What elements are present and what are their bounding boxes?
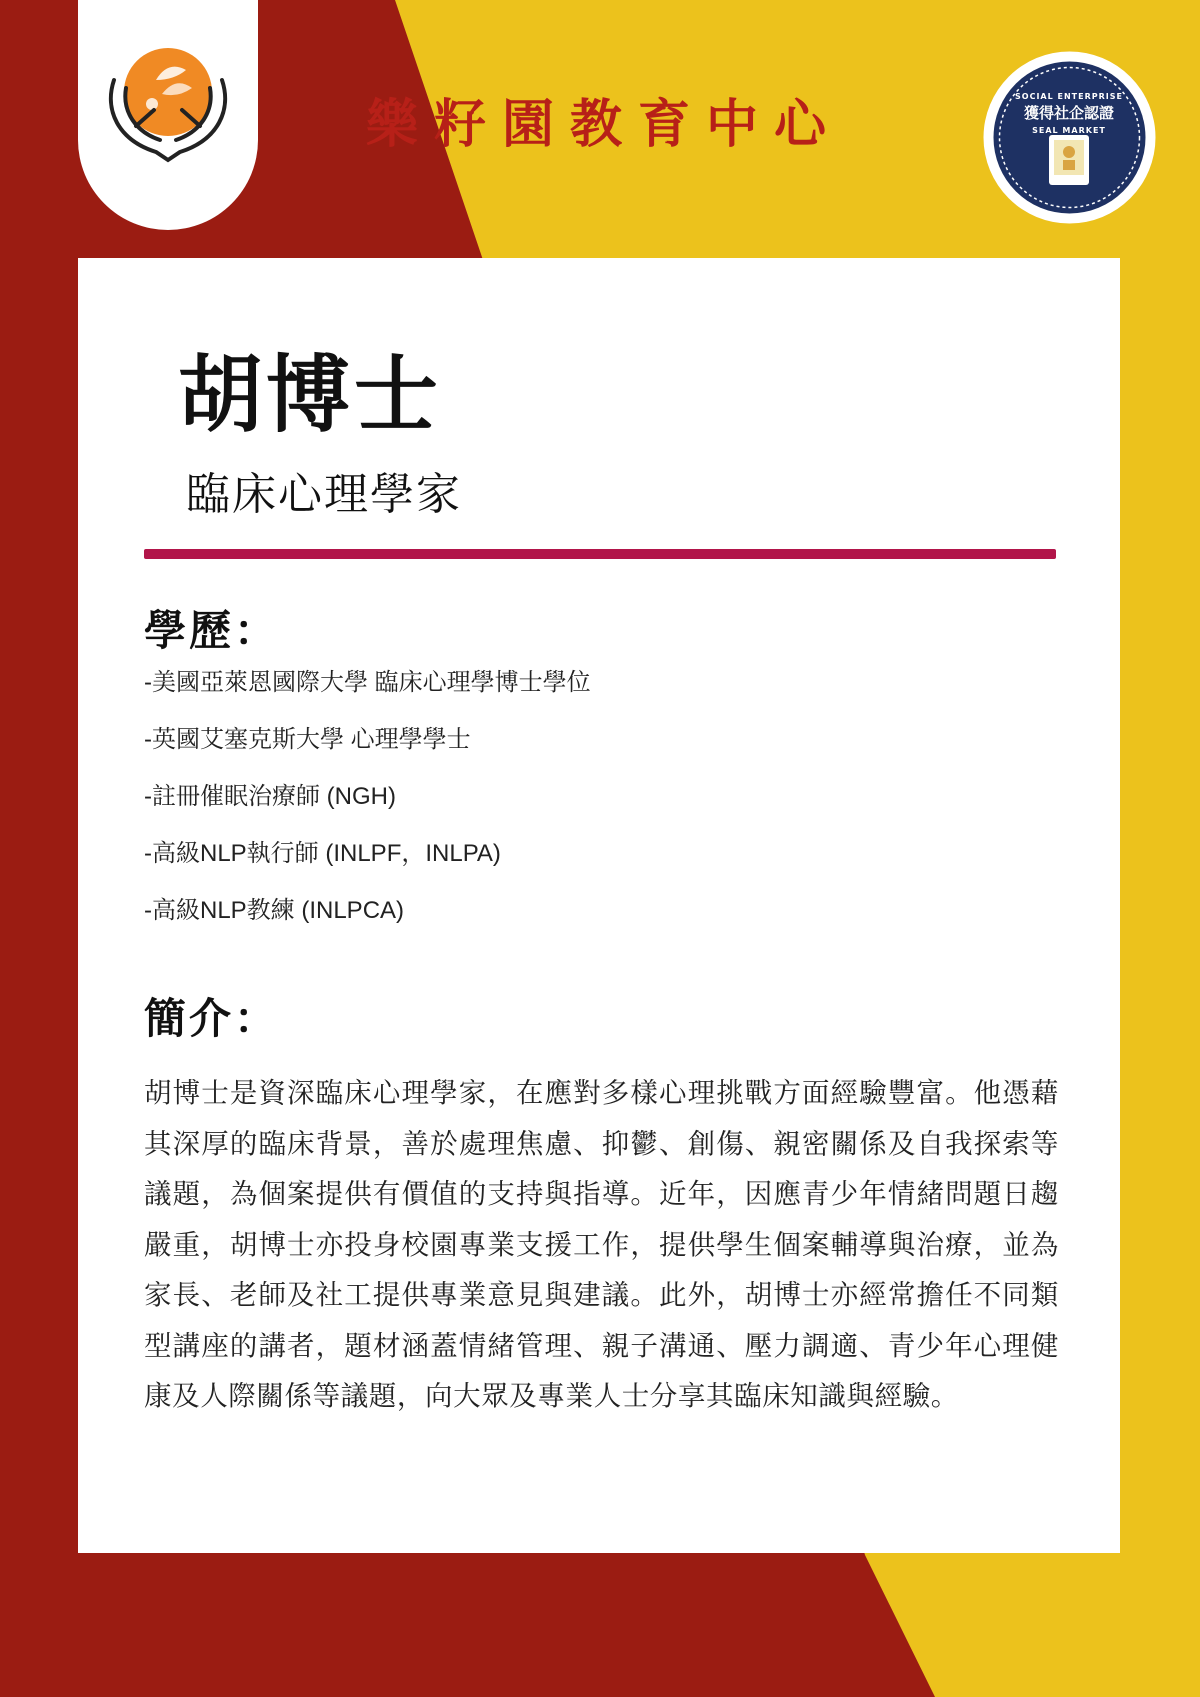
intro-text: 胡博士是資深臨床心理學家，在應對多樣心理挑戰方面經驗豐富。他憑藉其深厚的臨床背景，善於處理焦慮、抑鬱、創傷、親密關係及自我探索等議題，為個案提供有價值的支持與指導。近年，因應青少年情緒問題日趨嚴重，胡博士亦投身校園專業支援工作，提供學生個案輔導與治療，並為家長、老師及社工提供專業意見與建議。此外，胡博士亦經常擔任不同類型講座的講者，題材涵蓋情緒管理、親子溝通、壓力調適、青少年心理健康及人際關係等議題，向大眾及專業人士分享其臨床知識與經驗。 <box>144 1077 1059 1412</box>
list-item: -註冊催眠治療師 (NGH) <box>144 783 396 810</box>
education-list <box>144 666 591 951</box>
profile-name: 胡博士 <box>178 346 443 444</box>
education-heading: 學歷： <box>144 606 280 655</box>
list-item: -高級NLP教練 (INLPCA) <box>144 897 405 924</box>
intro-heading: 簡介： <box>144 994 280 1043</box>
center-logo <box>78 0 258 230</box>
profile-card <box>78 258 1120 1553</box>
badge-title: 獲得社企認證 <box>1023 104 1114 122</box>
list-item: -英國艾塞克斯大學 心理學學士 <box>144 726 471 753</box>
profile-title: 臨床心理學家 <box>186 469 462 520</box>
hands-holding-plant-icon <box>96 40 240 170</box>
section-divider <box>144 549 1056 559</box>
badge-small-text: SOCIAL ENTERPRISE <box>1015 92 1123 101</box>
list-item: -高級NLP執行師 (INLPF，INLPA) <box>144 840 501 867</box>
badge-label <box>1004 88 1134 139</box>
badge-subtitle: SEAL MARKET <box>1032 126 1106 135</box>
brand-title: 樂籽園教育中心 <box>366 95 843 155</box>
list-item: -美國亞萊恩國際大學 臨床心理學博士學位 <box>144 669 591 696</box>
